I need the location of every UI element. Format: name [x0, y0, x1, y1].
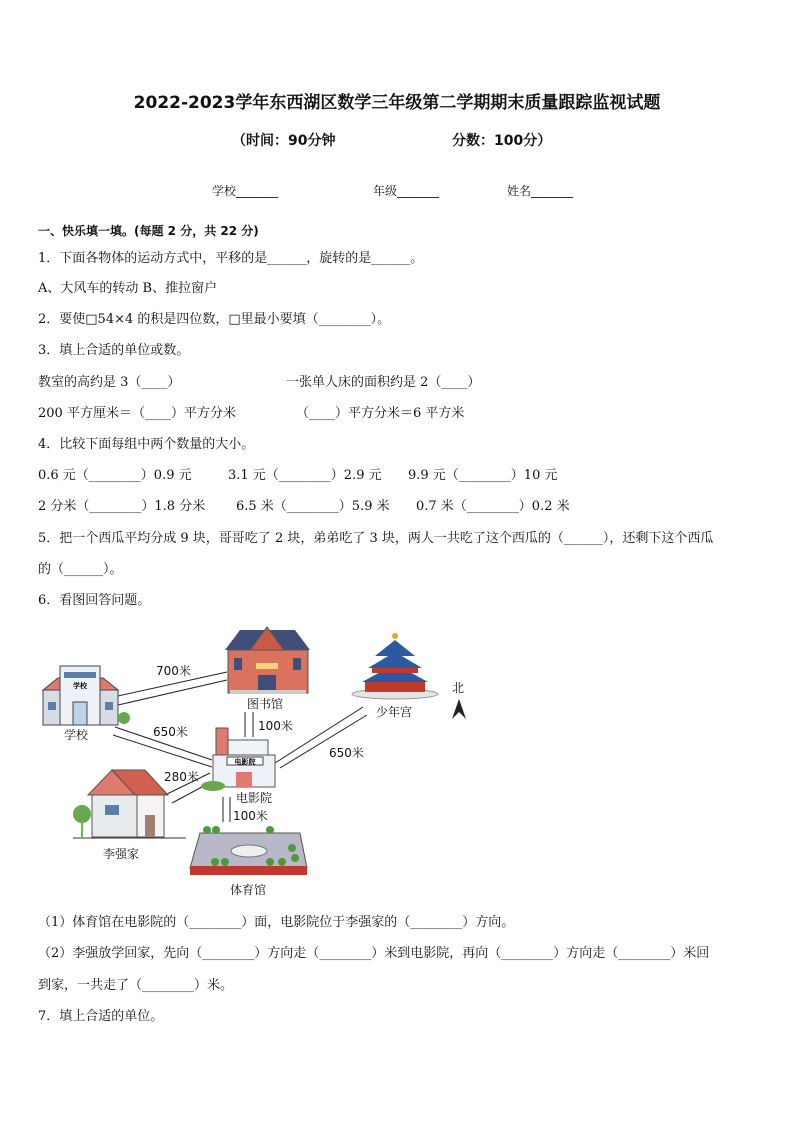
- label-palace: 少年宫: [376, 705, 413, 719]
- question-7: 7．填上合适的单位。: [38, 1009, 164, 1024]
- distance-school-library: 700米: [156, 664, 191, 678]
- q4-item: 3.1 元（________）2.9 元: [228, 468, 382, 483]
- grade-field[interactable]: 年级_______: [373, 184, 440, 198]
- school-field[interactable]: 学校_______: [212, 184, 279, 198]
- label-north: 北: [452, 681, 465, 695]
- school-sign: 学校: [73, 681, 87, 690]
- q4-item: 0.7 米（________）0.2 米: [416, 499, 570, 514]
- question-6-2: （2）李强放学回家，先向（________）方向走（________）米到电影院，再向（________）方向走（________）米回: [38, 946, 710, 961]
- section-heading: 一、快乐填一填。(每题 2 分，共 22 分): [38, 224, 259, 238]
- q4-item: 0.6 元（________）0.9 元: [38, 468, 192, 483]
- library-building-icon: [225, 627, 310, 694]
- distance-library-cinema: 100米: [258, 719, 293, 733]
- q3-item: 教室的高约是 3（____）: [38, 375, 181, 390]
- north-arrow-icon: [452, 699, 466, 719]
- distance-home-cinema: 280米: [164, 770, 199, 784]
- question-6: 6．看图回答问题。: [38, 593, 151, 608]
- q3-item: 一张单人床的面积约是 2（____）: [286, 375, 481, 390]
- label-home: 李强家: [103, 847, 140, 861]
- exam-score: 分数：100分）: [452, 133, 552, 149]
- label-library: 图书馆: [247, 697, 284, 711]
- q4-item: 2 分米（________）1.8 分米: [38, 499, 206, 514]
- question-3: 3．填上合适的单位或数。: [38, 343, 190, 358]
- name-field[interactable]: 姓名_______: [507, 184, 574, 198]
- question-5-cont: 的（______）。: [38, 562, 123, 577]
- label-cinema: 电影院: [236, 791, 273, 805]
- cinema-sign: 电影院: [234, 757, 256, 766]
- exam-time: （时间：90分钟: [232, 133, 336, 149]
- q4-item: 6.5 米（________）5.9 米: [236, 499, 390, 514]
- distance-palace-cinema: 650米: [329, 746, 364, 760]
- page-title: 2022-2023学年东西湖区数学三年级第二学期期末质量跟踪监视试题: [133, 93, 661, 113]
- school-building-icon: [43, 666, 130, 725]
- palace-building-icon: [352, 633, 438, 699]
- label-school: 学校: [64, 728, 89, 742]
- question-4: 4．比较下面每组中两个数量的大小。: [38, 437, 255, 452]
- q3-item: （____）平方分米＝6 平方米: [296, 406, 465, 421]
- question-5: 5．把一个西瓜平均分成 9 块，哥哥吃了 2 块，弟弟吃了 3 块，两人一共吃了这个西瓜的（______），还剩下这个西瓜: [38, 531, 714, 546]
- question-2: 2．要使□54×4 的积是四位数，□里最小要填（________）。: [38, 312, 391, 327]
- question-6-1: （1）体育馆在电影院的（________）面，电影院位于李强家的（________）方向。: [38, 915, 515, 930]
- label-gym: 体育馆: [230, 883, 267, 897]
- distance-cinema-gym: 100米: [233, 809, 268, 823]
- distance-school-cinema: 650米: [153, 725, 188, 739]
- q3-item: 200 平方厘米＝（____）平方分米: [38, 406, 236, 421]
- gym-building-icon: [190, 826, 307, 875]
- q4-item: 9.9 元（________）10 元: [408, 468, 558, 483]
- question-6-2-cont: 到家，一共走了（________）米。: [38, 978, 234, 993]
- question-1: 1．下面各物体的运动方式中，平移的是______，旋转的是______。: [38, 251, 424, 266]
- question-1-options: A、大风车的转动 B、推拉窗户: [38, 281, 218, 296]
